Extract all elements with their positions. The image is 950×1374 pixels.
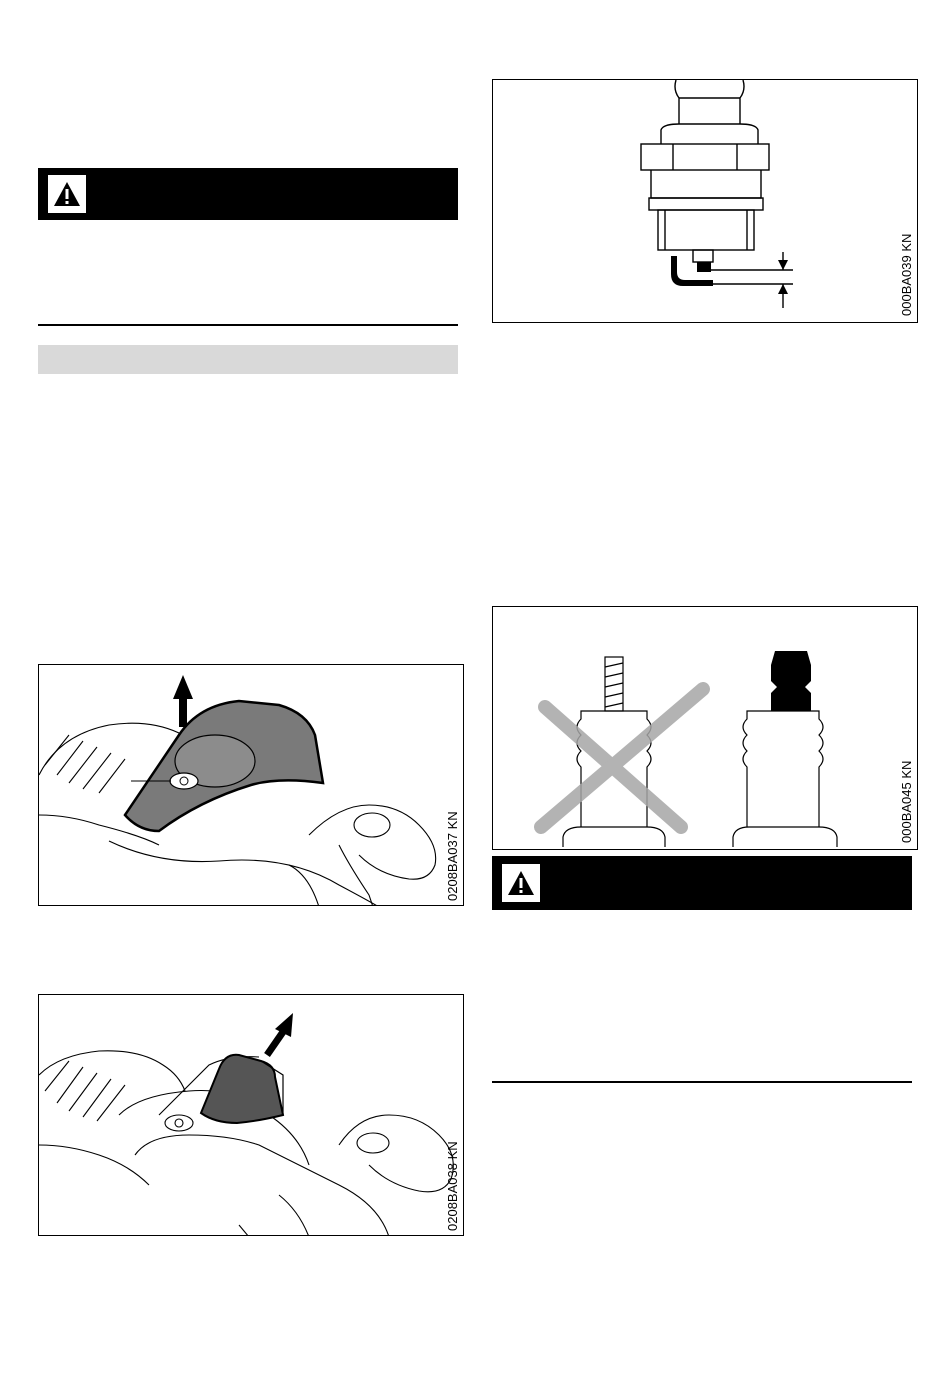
figure-code: 000BA039 KN — [899, 233, 914, 316]
filter-cover-drawing — [39, 665, 464, 906]
spark-plug-drawing — [493, 80, 918, 323]
warning-banner-right — [492, 856, 912, 910]
section-heading-band — [38, 345, 458, 374]
figure-spark-plug-gap — [492, 79, 918, 323]
arrow-up-icon — [267, 1029, 285, 1055]
figure-code: 000BA045 KN — [899, 760, 914, 843]
filter-removal-drawing — [39, 995, 464, 1236]
warning-triangle-icon — [48, 175, 86, 213]
warning-banner-left — [38, 168, 458, 220]
figure-spark-plug-terminal — [492, 606, 918, 850]
figure-filter-removal — [38, 994, 464, 1236]
warning-triangle-icon — [502, 864, 540, 902]
arrow-up-icon — [179, 695, 187, 727]
figure-code: 0208BA038 KN — [445, 1141, 460, 1231]
figure-code: 0208BA037 KN — [445, 811, 460, 901]
spark-plug-terminal-drawing — [493, 607, 918, 850]
figure-filter-cover-removal — [38, 664, 464, 906]
section-divider-right — [492, 1081, 912, 1083]
section-divider-left — [38, 324, 458, 326]
